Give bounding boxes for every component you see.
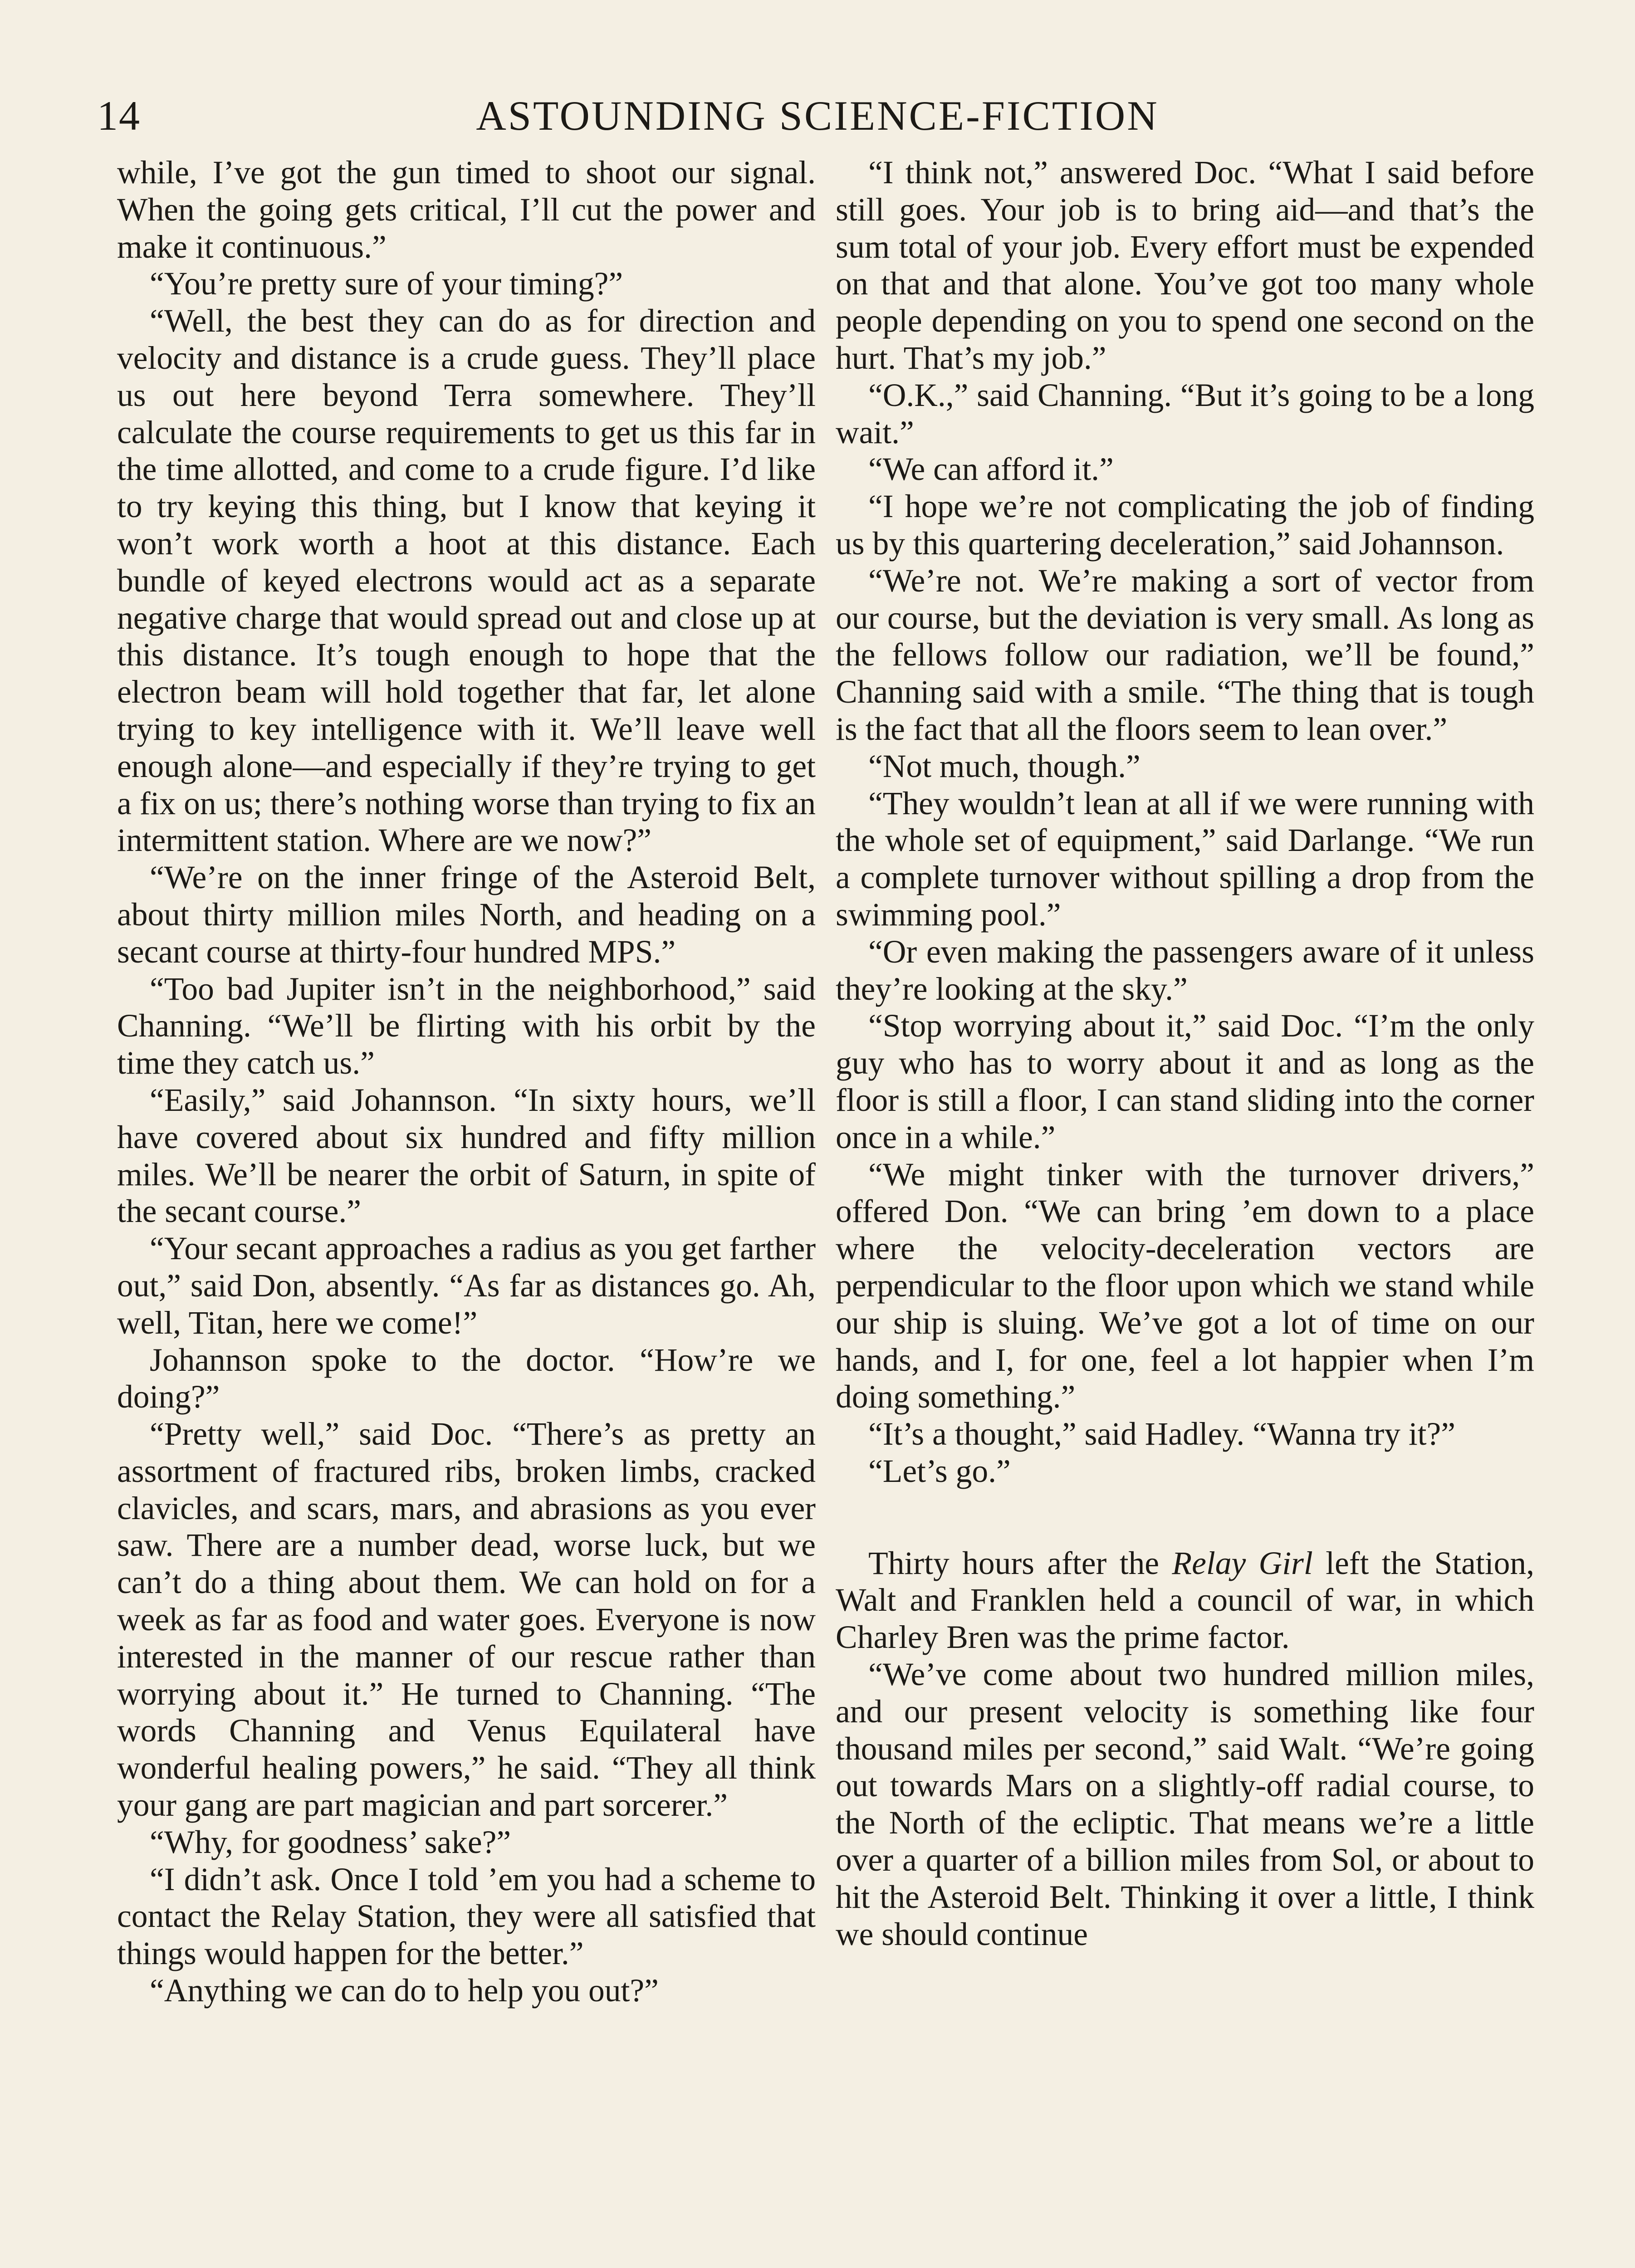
page-header	[97, 86, 1538, 145]
paragraph: “I didn’t ask. Once I told ’em you had a scheme to contact the Relay Station, they were all satisfied that things would happen for the better.”	[117, 1861, 816, 1972]
paragraph: “Stop worrying about it,” said Doc. “I’m the only guy who has to worry about it and as long as the floor is still a floor, I can stand sliding into the corner once in a while.”	[836, 1008, 1534, 1155]
paragraph: “They wouldn’t lean at all if we were running with the whole set of equipment,” said Darlange. “We run a complete turnover without spilling a drop from the swimming pool.”	[836, 785, 1534, 933]
lead-text: left the Station, Walt and Franklen held a council of war, in which Charley Bren was the prime factor.	[836, 1545, 1534, 1656]
paragraph: “I hope we’re not complicating the job of finding us by this quartering deceleration,” said Johannson.	[836, 489, 1534, 562]
page-number: 14	[97, 93, 141, 139]
paragraph: “Not much, though.”	[868, 748, 1141, 784]
paragraph: “We’re not. We’re making a sort of vector from our course, but the deviation is very small. As long as the fellows follow our radiation, we’ll be found,” Channing said with a smile. “The thing that is tough is the fact that all the floors seem to lean over.”	[836, 562, 1534, 747]
paragraph: “Anything we can do to help you out?”	[150, 1973, 659, 2009]
lead-text: Thirty hours after the	[868, 1545, 1172, 1581]
paragraph: “We can afford it.”	[868, 451, 1114, 488]
paragraph: Johannson spoke to the doctor. “How’re we doing?”	[117, 1342, 816, 1415]
paragraph: “Your secant approaches a radius as you get farther out,” said Don, absently. “As far as distances go. Ah, well, Titan, here we come!”	[117, 1231, 816, 1341]
paragraph: “We might tinker with the turnover drivers,” offered Don. “We can bring ’em down to a place where the velocity-deceleration vectors are perpendicular to the floor upon which we stand while our ship is sluing. We’ve got a lot of time on our hands, and I, for one, feel a lot happier when I’m doing something.”	[836, 1156, 1534, 1415]
paragraph: “Easily,” said Johannson. “In sixty hours, we’ll have covered about six hundred and fifty million miles. We’ll be nearer the orbit of Saturn, in spite of the secant course.”	[117, 1082, 816, 1230]
section-lead-paragraph	[836, 1545, 1534, 1656]
right-column	[836, 154, 1534, 1953]
paragraph: “Well, the best they can do as for direction and velocity and distance is a crude guess. They’ll place us out here beyond Terra somewhere. They’ll calculate the course requirements to get us this far in the time allotted, and come to a crude figure. I’d like to try keying this thing, but I know that keying it won’t work worth a hoot at this distance. Each bundle of keyed electrons would act as a separate negative charge that would spread out and close up at this distance. It’s tough enough to hope that the electron beam will hold together that far, let alone trying to key intelligence with it. We’ll leave well enough alone—and especially if they’re trying to get a fix on us; there’s nothing worse than trying to fix an intermittent station. Where are we now?”	[117, 303, 816, 859]
paragraph: “Too bad Jupiter isn’t in the neighborhood,” said Channing. “We’ll be flirting with his orbit by the time they catch us.”	[117, 971, 816, 1081]
paragraph: “Why, for goodness’ sake?”	[150, 1824, 511, 1860]
paragraph: “Or even making the passengers aware of it unless they’re looking at the sky.”	[836, 934, 1534, 1007]
paragraph: “I think not,” answered Doc. “What I said before still goes. Your job is to bring aid—and that’s the sum total of your job. Every effort must be expended on that and that alone. You’ve got too many whole people depending on you to spend one second on the hurt. That’s my job.”	[836, 155, 1534, 376]
paragraph: “O.K.,” said Channing. “But it’s going to be a long wait.”	[836, 377, 1534, 450]
paragraph: while, I’ve got the gun timed to shoot our signal. When the going gets critical, I’ll cut the power and make it continuous.”	[117, 155, 816, 265]
ship-name: Relay Girl	[1172, 1545, 1313, 1581]
paragraph: “We’re on the inner fringe of the Asteroid Belt, about thirty million miles North, and heading on a secant course at thirty-four hundred MPS.”	[117, 860, 816, 970]
paragraph: “Pretty well,” said Doc. “There’s as pretty an assortment of fractured ribs, broken limbs, cracked clavicles, and scars, mars, and abrasions as you ever saw. There are a number dead, worse luck, but we can’t do a thing about them. We can hold on for a week as far as food and water goes. Everyone is now interested in the manner of our rescue rather than worrying about it.” He turned to Channing. “The words Channing and Venus Equilateral have wonderful healing powers,” he said. “They all think your gang are part magician and part sorcerer.”	[117, 1416, 816, 1823]
left-column	[117, 154, 816, 2009]
paragraph: “We’ve come about two hundred million miles, and our present velocity is something like four thousand miles per second,” said Walt. “We’re going out towards Mars on a slightly-off radial course, to the North of the ecliptic. That means we’re a little over a quarter of a billion miles from Sol, or about to hit the Asteroid Belt. Thinking it over a little, I think we should continue	[836, 1657, 1534, 1952]
paragraph: “It’s a thought,” said Hadley. “Wanna try it?”	[868, 1416, 1456, 1452]
paragraph: “You’re pretty sure of your timing?”	[150, 266, 623, 302]
running-title: ASTOUNDING SCIENCE-FICTION	[476, 93, 1159, 139]
paragraph: “Let’s go.”	[868, 1453, 1011, 1489]
